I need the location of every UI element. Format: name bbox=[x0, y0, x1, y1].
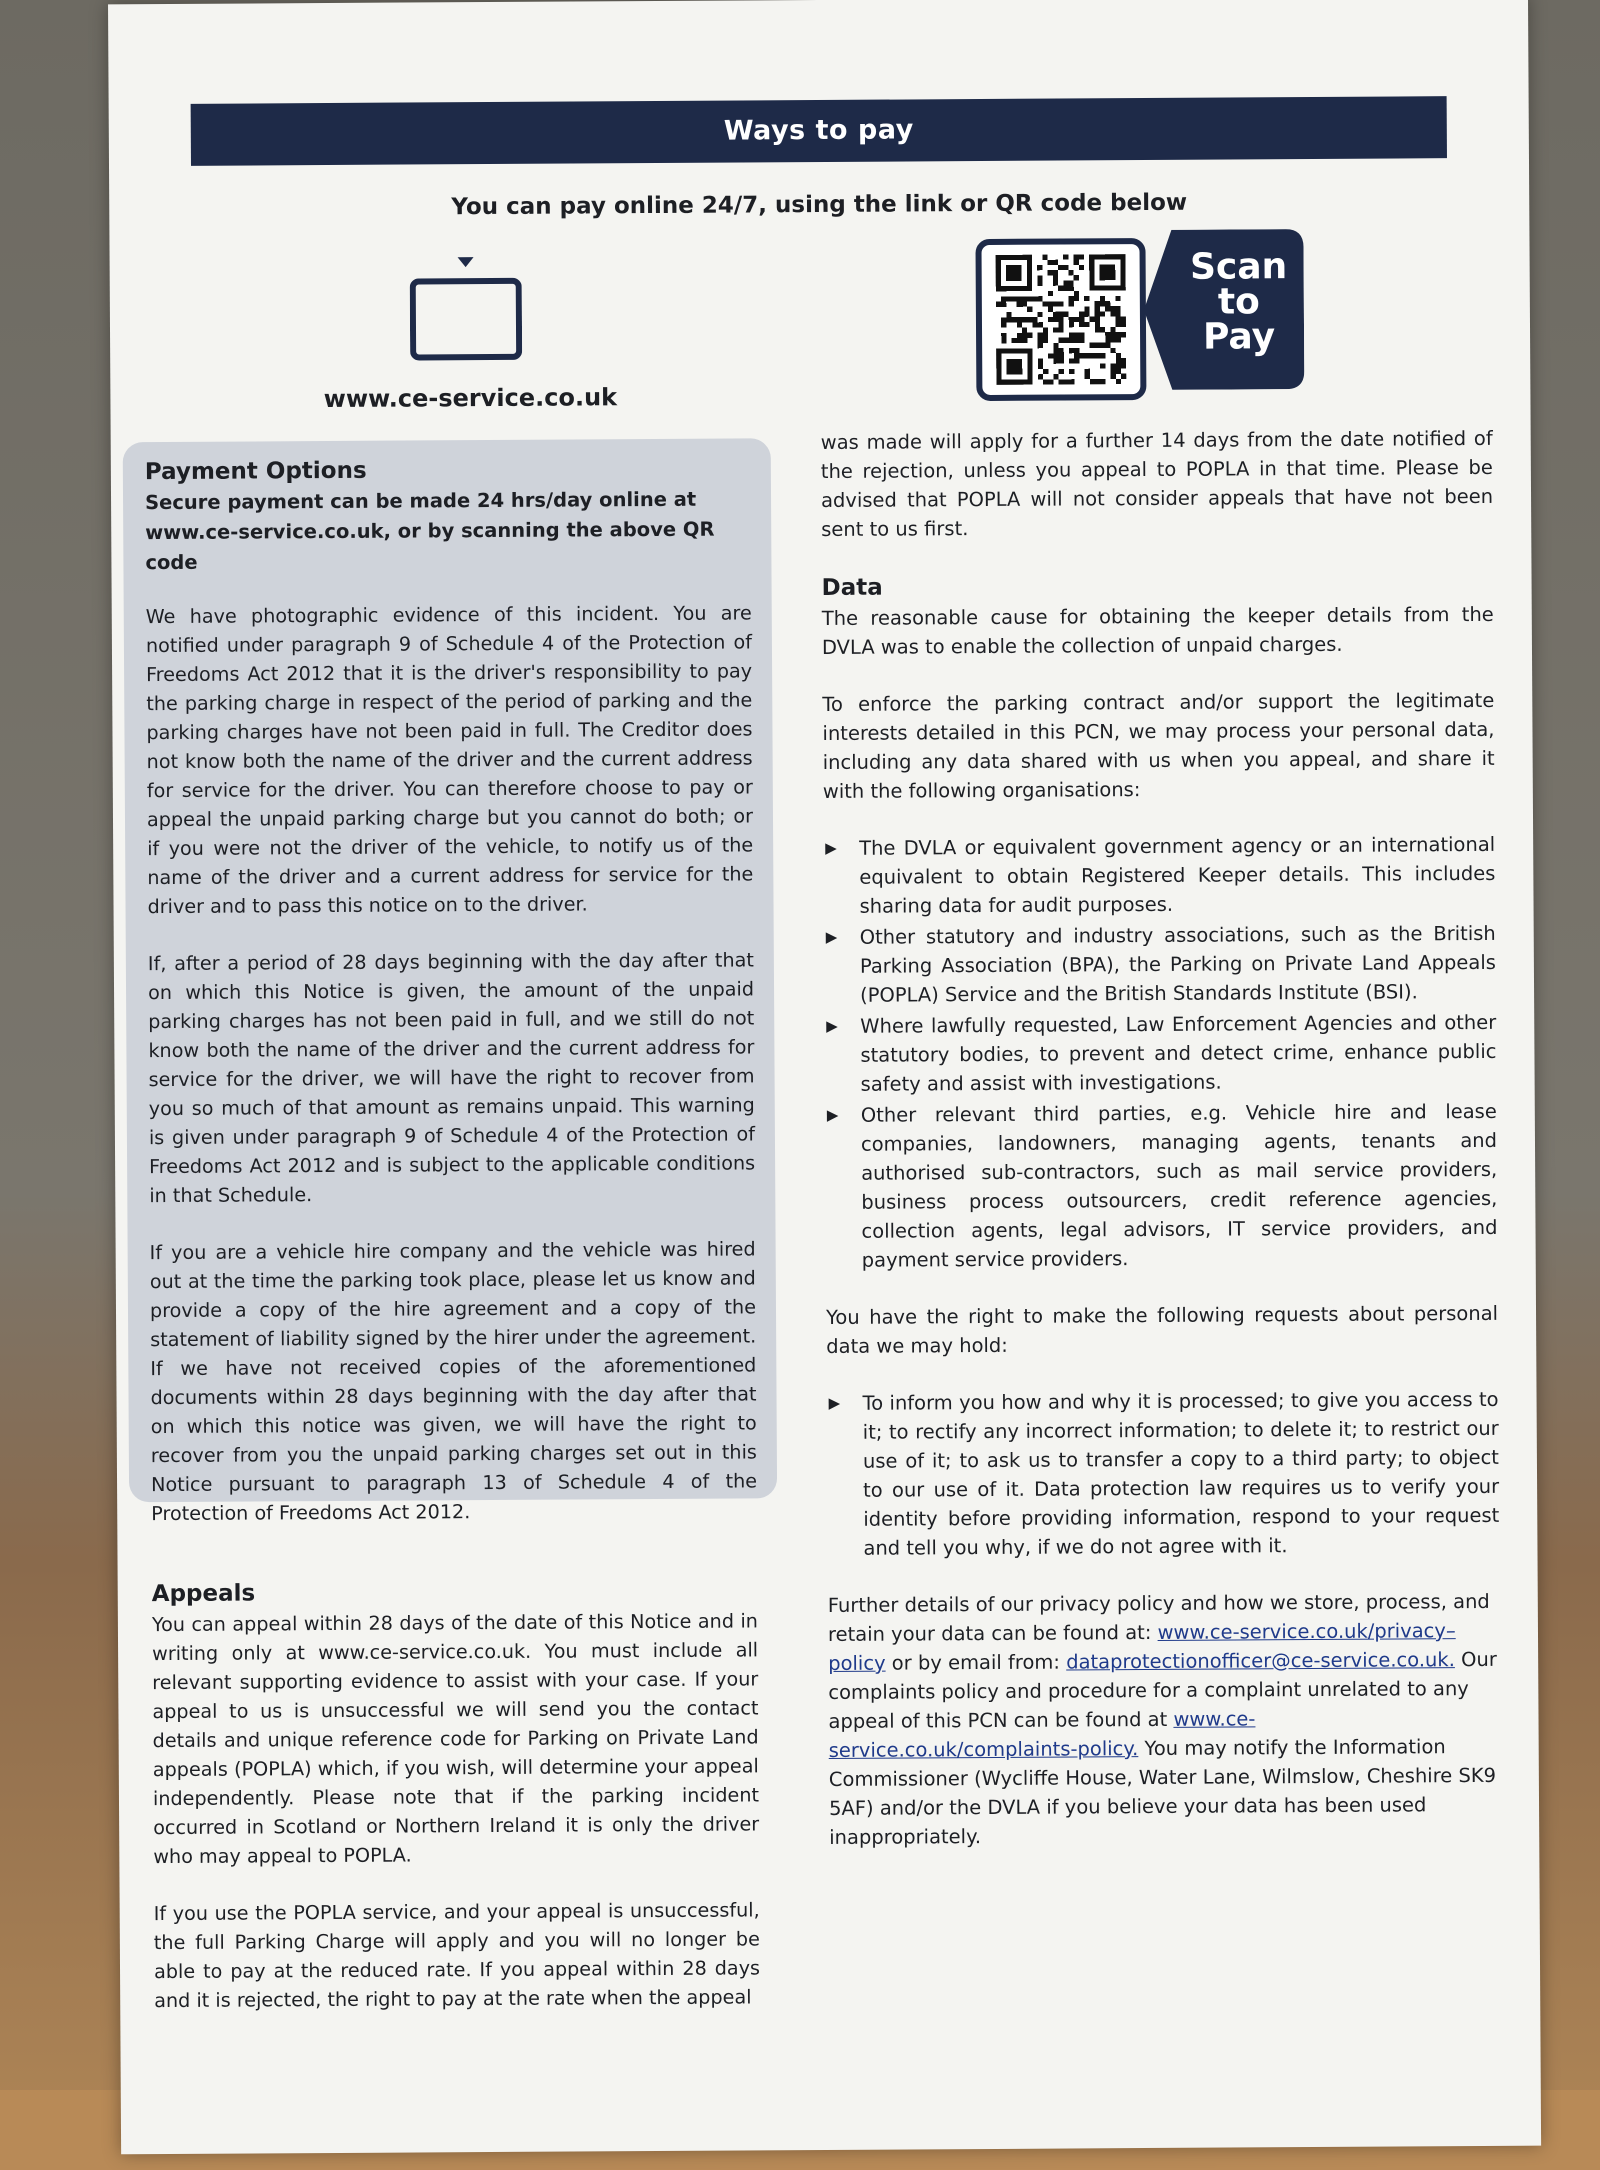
privacy-text-c: Our complaints policy and procedure for a complaint unrelated to any appeal of this PCN can be found at bbox=[828, 1647, 1497, 1733]
dpo-email-link[interactable]: dataprotectionofficer@ce-service.co.uk. bbox=[1066, 1648, 1455, 1674]
pcn-letter-page bbox=[108, 0, 1541, 2154]
appeals-section bbox=[152, 1574, 761, 2015]
data-section bbox=[821, 568, 1501, 1852]
appeals-para-2: If you use the POPLA service, and your appeal is unsuccessful, the full Parking Charge will apply and you will no longer be able to pay at the reduced rate. If you appeal within 28 days and it is rejected, the right to pay at the rate when the appeal bbox=[153, 1898, 761, 2013]
data-para-1: The reasonable cause for obtaining the keeper details from the DVLA was to enable the collection of unpaid charges. bbox=[821, 602, 1494, 659]
privacy-text-d: You may notify the Information Commissioner (Wycliffe House, Water Lane, Wilmslow, Cheshire SK9 5AF) and/or the DVLA if you believe your data has been used inappropriately. bbox=[828, 1735, 1497, 1849]
scan-line-2: to bbox=[1217, 281, 1260, 323]
privacy-text-a: Further details of our privacy policy and how we store, process, and retain your data can be found at: bbox=[827, 1589, 1490, 1646]
screen-icon bbox=[410, 255, 523, 366]
payment-options-title: Payment Options bbox=[144, 457, 367, 486]
appeals-continued: was made will apply for a further 14 days from the date notified of the rejection, unless you appeal to POPLA in that time. Please be advised that POPLA will not consider appeals that have not been sent to us first. bbox=[820, 426, 1494, 541]
list-item: ▶ Where lawfully requested, Law Enforcement Agencies and other statutory bodies, to prevent and detect crime, enhance public safety and assist with investigations. bbox=[824, 1008, 1497, 1099]
scan-line-3: Pay bbox=[1202, 316, 1276, 358]
privacy-text-b: or by email from: bbox=[885, 1650, 1067, 1675]
website-url[interactable]: www.ce-service.co.uk bbox=[323, 383, 618, 414]
appeals-title: Appeals bbox=[151, 1580, 256, 1608]
appeals-para-1: You can appeal within 28 days of the date of this Notice and in writing only at www.ce-service.co.uk. You must include all relevant supporting evidence to assist with your case. If your appeal to us is unsuccessful we will send you the contact details and unique reference code for Parking on Private Land appeals (POPLA) which, if you wish, will determine your appeal independently. Please note that if the parking incident occurred in Scotland or Northern Ireland it is only the driver who may appeal to POPLA. bbox=[151, 1609, 760, 1869]
pay-online-heading: You can pay online 24/7, using the link or QR code below bbox=[451, 189, 1188, 221]
data-title: Data bbox=[821, 574, 883, 601]
organisations-list bbox=[823, 830, 1498, 1275]
scan-line-1: Scan bbox=[1189, 246, 1288, 288]
list-item: ▶ The DVLA or equivalent government agency or an international equivalent to obtain Registered Keeper details. This includes sharing data for audit purposes. bbox=[823, 830, 1496, 921]
list-item: ▶ Other statutory and industry associations, such as the British Parking Association (BPA), the Parking on Private Land Appeals (POPLA) Service and the British Standards Institute (BSI). bbox=[824, 919, 1497, 1010]
payment-options-subtitle: Secure payment can be made 24 hrs/day online at www.ce-service.co.uk, or by scanning the above QR code bbox=[144, 487, 715, 575]
payment-options-para-1: We have photographic evidence of this incident. You are notified under paragraph 9 of Schedule 4 of the Protection of Freedoms Act 2012 that it is the driver's responsibility to pay the parking charge in respect of the period of parking and the parking charges have not been paid in full. The Creditor does not know both the name of the driver and the current address for service for the driver. You can therefore choose to pay or appeal the unpaid parking charge but you cannot do both; or if you were not the driver of the vehicle, to notify us of the name of the driver and a current address for service for the driver and to pass this notice on to the driver. bbox=[145, 601, 754, 919]
payment-options-section bbox=[145, 452, 758, 1528]
privacy-policy-link[interactable]: www.ce-service.co.uk/privacy–policy bbox=[828, 1619, 1456, 1675]
qr-code-icon[interactable] bbox=[975, 238, 1146, 401]
privacy-paragraph bbox=[828, 1587, 1502, 1852]
rights-intro: You have the right to make the following requests about personal data we may hold: bbox=[825, 1301, 1499, 1358]
data-para-2: To enforce the parking contract and/or support the legitimate interests detailed in this PCN, we may process your personal data, including any data shared with us when you appeal, and share it with the following organisations: bbox=[822, 688, 1495, 803]
payment-options-para-3: If you are a vehicle hire company and the vehicle was hired out at the time the parking took place, please let us know and provide a copy of the hire agreement and a copy of the statement of liability signed by the hirer under the agreement. If we have not received copies of the aforementioned documents within 28 days beginning with the day after that on which this notice was given, we will have the right to recover from you the unpaid parking charges set out in this Notice pursuant to paragraph 13 of Schedule 4 of the Protection of Freedoms Act 2012. bbox=[149, 1237, 758, 1526]
list-item: ▶ Other relevant third parties, e.g. Vehicle hire and lease companies, landowners, managing agents, tenants and authorised sub-contractors, such as mail service providers, business process outsourcers, credit reference agencies, collection agents, legal advisors, IT service providers, and payment service providers. bbox=[825, 1097, 1498, 1275]
scan-to-pay-label bbox=[1174, 246, 1305, 358]
rights-list bbox=[826, 1385, 1499, 1563]
ways-to-pay-banner: Ways to pay bbox=[191, 96, 1447, 166]
left-column bbox=[145, 452, 761, 2043]
complaints-policy-link[interactable]: www.ce-service.co.uk/complaints-policy. bbox=[828, 1707, 1256, 1762]
list-item: ▶ To inform you how and why it is processed; to give you access to it; to rectify any incorrect information; to delete it; to restrict our use of it; to ask us to transfer a copy to a third party; to object to our use of it. Data protection law requires us to verify your identity before providing information, respond to your request and tell you why, if we do not agree with it. bbox=[826, 1385, 1499, 1563]
payment-options-para-2: If, after a period of 28 days beginning with the day after that on which this Notice is given, the amount of the unpaid parking charges has not been paid in full, and we still do not know both the name of the driver and the current address for service for the driver, we will have the right to recover from you so much of that amount as remains unpaid. This warning is given under paragraph 9 of Schedule 4 of the Protection of Freedoms Act 2012 and is subject to the applicable conditions in that Schedule. bbox=[147, 948, 756, 1208]
right-column bbox=[821, 424, 1502, 1880]
